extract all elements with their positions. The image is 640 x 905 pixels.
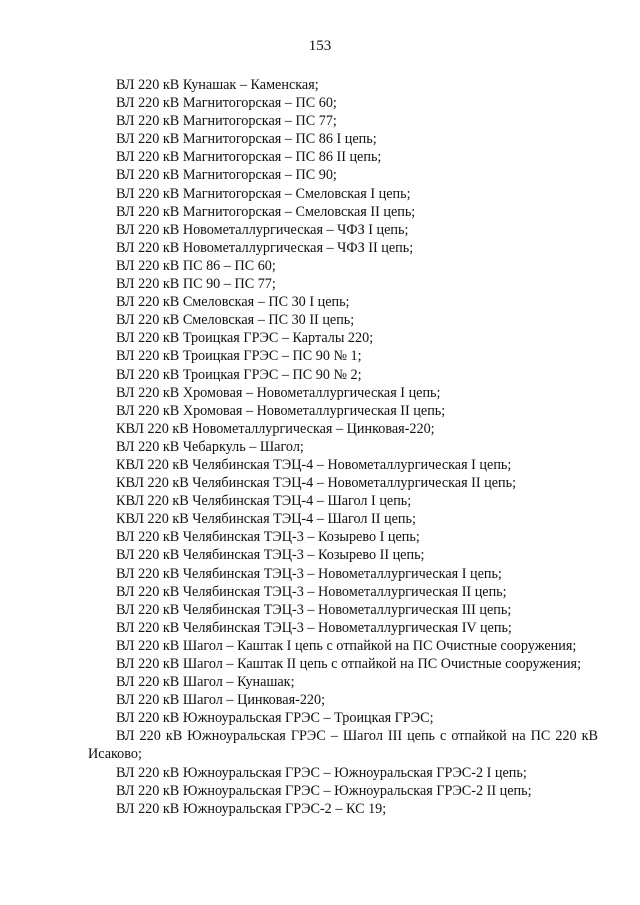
list-item: ВЛ 220 кВ Южноуральская ГРЭС – Шагол III цепь с отпайкой на ПС 220 кВ Исаково; xyxy=(88,728,598,763)
list-item: ВЛ 220 кВ Магнитогорская – ПС 90; xyxy=(116,167,337,184)
list-item: КВЛ 220 кВ Челябинская ТЭЦ-4 – Новометаллургическая II цепь; xyxy=(116,475,517,492)
list-item: ВЛ 220 кВ Магнитогорская – Смеловская II цепь; xyxy=(116,203,416,220)
list-item: ВЛ 220 кВ Смеловская – ПС 30 I цепь; xyxy=(116,294,350,311)
list-item: ВЛ 220 кВ Шагол – Цинковая-220; xyxy=(116,692,326,709)
list-item: ВЛ 220 кВ Южноуральская ГРЭС – Троицкая ГРЭС; xyxy=(116,710,434,727)
list-item: КВЛ 220 кВ Новометаллургическая – Цинковая-220; xyxy=(116,420,435,437)
list-item: ВЛ 220 кВ Южноуральская ГРЭС-2 – КС 19; xyxy=(116,800,387,817)
list-item: ВЛ 220 кВ Троицкая ГРЭС – ПС 90 № 2; xyxy=(116,366,362,383)
list-item: ВЛ 220 кВ Новометаллургическая – ЧФЗ I цепь; xyxy=(116,221,409,238)
list-item: ВЛ 220 кВ ПС 86 – ПС 60; xyxy=(116,257,276,274)
list-item: ВЛ 220 кВ Южноуральская ГРЭС – Южноуральская ГРЭС-2 II цепь; xyxy=(116,782,532,799)
list-item: ВЛ 220 кВ Челябинская ТЭЦ-3 – Новометаллургическая IV цепь; xyxy=(116,619,512,636)
list-item: ВЛ 220 кВ Новометаллургическая – ЧФЗ II цепь; xyxy=(116,239,414,256)
list-item: ВЛ 220 кВ Челябинская ТЭЦ-3 – Новометаллургическая III цепь; xyxy=(116,601,512,618)
list-item: ВЛ 220 кВ Хромовая – Новометаллургическая I цепь; xyxy=(116,384,441,401)
page-number: 153 xyxy=(308,38,332,54)
list-item: ВЛ 220 кВ Шагол – Кунашак; xyxy=(116,674,295,691)
list-item: ВЛ 220 кВ Челябинская ТЭЦ-3 – Козырево II цепь; xyxy=(116,547,425,564)
list-item: ВЛ 220 кВ Магнитогорская – Смеловская I цепь; xyxy=(116,185,411,202)
list-item: ВЛ 220 кВ Троицкая ГРЭС – ПС 90 № 1; xyxy=(116,348,362,365)
list-item: ВЛ 220 кВ Чебаркуль – Шагол; xyxy=(116,438,304,455)
list-item: ВЛ 220 кВ Хромовая – Новометаллургическая II цепь; xyxy=(116,402,446,419)
list-item: ВЛ 220 кВ Магнитогорская – ПС 86 I цепь; xyxy=(116,131,377,148)
list-item: ВЛ 220 кВ Шагол – Каштак II цепь с отпайкой на ПС Очистные сооружения; xyxy=(116,656,582,672)
list-item: ВЛ 220 кВ Магнитогорская – ПС 86 II цепь; xyxy=(116,149,382,166)
list-item: ВЛ 220 кВ Южноуральская ГРЭС – Южноуральская ГРЭС-2 I цепь; xyxy=(116,764,527,781)
list-item: КВЛ 220 кВ Челябинская ТЭЦ-4 – Новометаллургическая I цепь; xyxy=(116,456,512,473)
list-item: ВЛ 220 кВ Троицкая ГРЭС – Карталы 220; xyxy=(116,330,374,347)
list-item: ВЛ 220 кВ Кунашак – Каменская; xyxy=(116,77,319,93)
list-item: ВЛ 220 кВ Челябинская ТЭЦ-3 – Козырево I цепь; xyxy=(116,529,420,546)
line-list xyxy=(88,76,598,818)
list-item: ВЛ 220 кВ Челябинская ТЭЦ-3 – Новометаллургическая II цепь; xyxy=(116,583,507,600)
list-item: ВЛ 220 кВ Шагол – Каштак I цепь с отпайкой на ПС Очистные сооружения; xyxy=(116,637,577,654)
list-item: ВЛ 220 кВ Челябинская ТЭЦ-3 – Новометаллургическая I цепь; xyxy=(116,565,502,582)
list-item: КВЛ 220 кВ Челябинская ТЭЦ-4 – Шагол II цепь; xyxy=(116,511,416,528)
list-item: ВЛ 220 кВ Магнитогорская – ПС 77; xyxy=(116,113,337,130)
list-item: ВЛ 220 кВ Магнитогорская – ПС 60; xyxy=(116,95,337,112)
list-item: ВЛ 220 кВ Смеловская – ПС 30 II цепь; xyxy=(116,312,355,329)
list-item: ВЛ 220 кВ ПС 90 – ПС 77; xyxy=(116,276,276,293)
list-item: КВЛ 220 кВ Челябинская ТЭЦ-4 – Шагол I цепь; xyxy=(116,493,412,510)
